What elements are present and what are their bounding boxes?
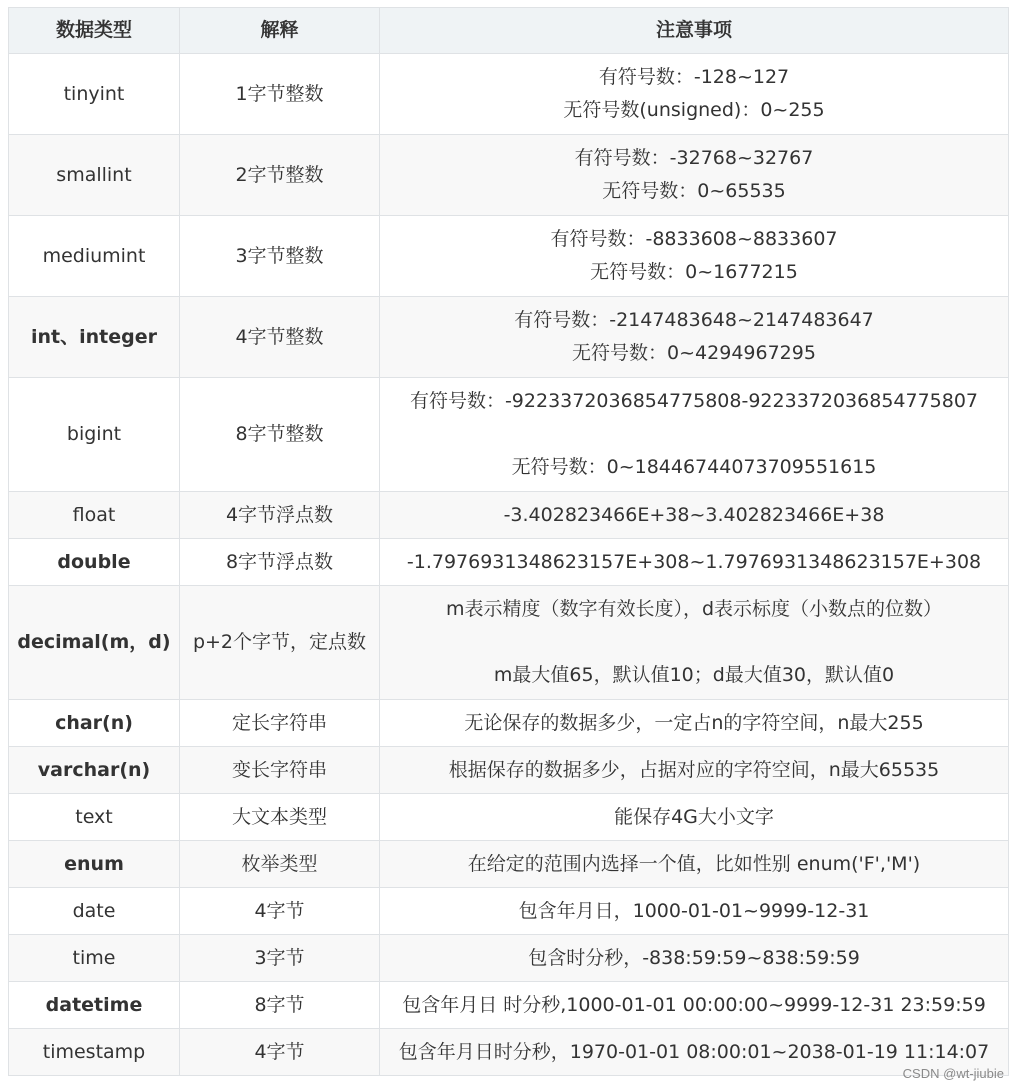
table-row — [9, 135, 1009, 216]
note-line: 根据保存的数据多少，占据对应的字符空间，n最大65535 — [448, 758, 940, 781]
type-cell: decimal(m，d) — [9, 586, 180, 700]
type-cell: datetime — [9, 982, 180, 1029]
note-line: 无符号数(unsigned)：0~255 — [563, 99, 825, 121]
note-line: 有符号数：-32768~32767 — [574, 147, 814, 169]
table-row — [9, 700, 1009, 747]
note-line: -1.7976931348623157E+308~1.7976931348623157E+308 — [406, 550, 982, 573]
table-row — [9, 378, 1009, 492]
description-cell: 4字节整数 — [180, 297, 380, 378]
type-cell: char(n) — [9, 700, 180, 747]
notes-cell — [380, 888, 1009, 935]
note-line: 无符号数：0~18446744073709551615 — [511, 456, 877, 478]
type-cell: mediumint — [9, 216, 180, 297]
note-line: 有符号数：-8833608~8833607 — [550, 228, 838, 250]
table-row — [9, 935, 1009, 982]
note-line: 无论保存的数据多少，一定占n的字符空间，n最大255 — [464, 711, 924, 734]
type-cell: varchar(n) — [9, 747, 180, 794]
table-row — [9, 54, 1009, 135]
table-row — [9, 747, 1009, 794]
header-cell: 解释 — [180, 8, 380, 54]
table-body — [9, 54, 1009, 1076]
type-cell: smallint — [9, 135, 180, 216]
header-cell: 数据类型 — [9, 8, 180, 54]
description-cell: 4字节 — [180, 1029, 380, 1076]
note-line: 包含年月日时分秒，1970-01-01 08:00:01~2038-01-19 11:14:07 — [398, 1040, 990, 1063]
note-line: 包含时分秒，-838:59:59~838:59:59 — [528, 946, 860, 969]
type-cell: int、integer — [9, 297, 180, 378]
table-row — [9, 888, 1009, 935]
table-row — [9, 586, 1009, 700]
note-line: m表示精度（数字有效长度），d表示标度（小数点的位数） — [445, 598, 943, 620]
table-row — [9, 539, 1009, 586]
table-row — [9, 982, 1009, 1029]
description-cell: 枚举类型 — [180, 841, 380, 888]
note-line: 包含年月日，1000-01-01~9999-12-31 — [518, 899, 870, 922]
note-line: 无符号数：0~1677215 — [590, 261, 798, 283]
description-cell: 8字节整数 — [180, 378, 380, 492]
type-cell: float — [9, 492, 180, 539]
table-row — [9, 841, 1009, 888]
note-line: 有符号数：-128~127 — [598, 66, 790, 88]
description-cell: 变长字符串 — [180, 747, 380, 794]
notes-cell — [380, 841, 1009, 888]
note-line: 包含年月日 时分秒,1000-01-01 00:00:00~9999-12-31 23:59:59 — [402, 993, 986, 1016]
type-cell: bigint — [9, 378, 180, 492]
table-row — [9, 794, 1009, 841]
description-cell: 8字节 — [180, 982, 380, 1029]
notes-cell — [380, 700, 1009, 747]
description-cell: 3字节整数 — [180, 216, 380, 297]
notes-cell — [380, 492, 1009, 539]
table-row — [9, 1029, 1009, 1076]
header-cell: 注意事项 — [380, 8, 1009, 54]
description-cell: p+2个字节，定点数 — [180, 586, 380, 700]
description-cell: 定长字符串 — [180, 700, 380, 747]
description-cell: 8字节浮点数 — [180, 539, 380, 586]
note-line: -3.402823466E+38~3.402823466E+38 — [503, 503, 885, 526]
type-cell: time — [9, 935, 180, 982]
note-line: 有符号数：-2147483648~2147483647 — [514, 309, 874, 331]
notes-cell — [380, 586, 1009, 700]
type-cell: timestamp — [9, 1029, 180, 1076]
type-cell: tinyint — [9, 54, 180, 135]
description-cell: 大文本类型 — [180, 794, 380, 841]
type-cell: date — [9, 888, 180, 935]
note-line: m最大值65，默认值10；d最大值30，默认值0 — [493, 664, 895, 686]
note-line: 无符号数：0~4294967295 — [572, 342, 816, 364]
description-cell: 4字节浮点数 — [180, 492, 380, 539]
notes-cell — [380, 747, 1009, 794]
table-row — [9, 492, 1009, 539]
type-cell: double — [9, 539, 180, 586]
table-row — [9, 216, 1009, 297]
note-line: 能保存4G大小文字 — [614, 805, 774, 828]
watermark: CSDN @wt-jiubie — [902, 1066, 1004, 1081]
note-line: 在给定的范围内选择一个值，比如性别 enum('F','M') — [467, 852, 921, 875]
notes-cell — [380, 54, 1009, 135]
header-row — [9, 8, 1009, 54]
notes-cell — [380, 539, 1009, 586]
notes-cell — [380, 216, 1009, 297]
notes-cell — [380, 378, 1009, 492]
description-cell: 4字节 — [180, 888, 380, 935]
table-row — [9, 297, 1009, 378]
notes-cell — [380, 135, 1009, 216]
note-spacer — [388, 418, 1000, 451]
notes-cell — [380, 297, 1009, 378]
notes-cell — [380, 935, 1009, 982]
notes-cell — [380, 982, 1009, 1029]
notes-cell — [380, 794, 1009, 841]
data-types-table — [8, 7, 1009, 1076]
description-cell: 3字节 — [180, 935, 380, 982]
description-cell: 2字节整数 — [180, 135, 380, 216]
type-cell: enum — [9, 841, 180, 888]
note-spacer — [388, 626, 1000, 659]
note-line: 有符号数：-9223372036854775808-9223372036854775807 — [409, 390, 979, 412]
note-line: 无符号数：0~65535 — [602, 180, 786, 202]
description-cell: 1字节整数 — [180, 54, 380, 135]
type-cell: text — [9, 794, 180, 841]
